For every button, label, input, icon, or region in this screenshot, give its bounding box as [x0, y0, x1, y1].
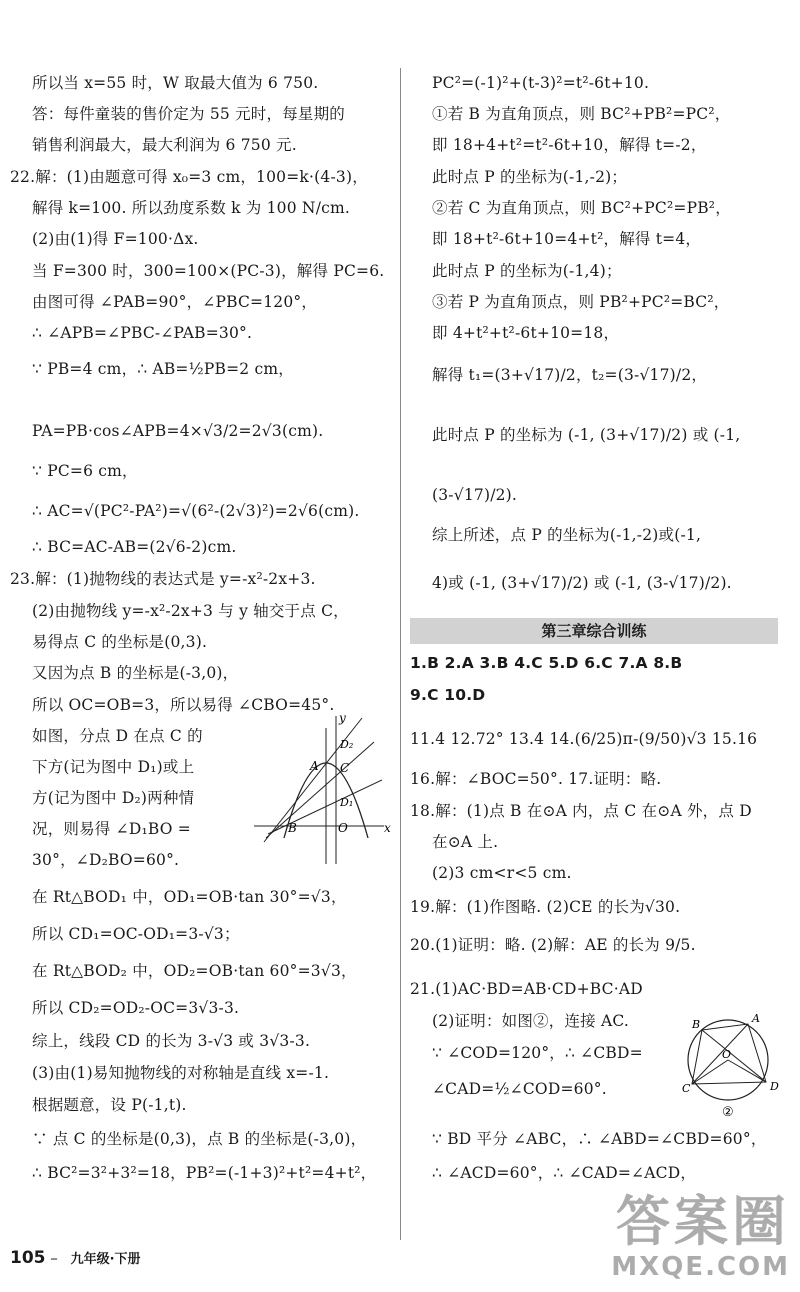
text-line: 所以 CD₂=OD₂-OC=3√3-3.	[32, 999, 240, 1017]
text-line: (2)由抛物线 y=-x²-2x+3 与 y 轴交于点 C，	[32, 602, 349, 620]
diagonal-BD	[702, 1030, 766, 1082]
answer-line: ∵ ∠COD=120°，∴ ∠CBD=	[432, 1044, 643, 1062]
radius-OC	[692, 1060, 728, 1084]
text-line: ∵ 点 C 的坐标是(0,3)，点 B 的坐标是(-3,0)，	[32, 1130, 367, 1148]
answer-line: 1.B 2.A 3.B 4.C 5.D 6.C 7.A 8.B	[410, 654, 683, 672]
text-line: 此时点 P 的坐标为(-1,-2)；	[432, 168, 628, 186]
figure-caption: ②	[722, 1105, 734, 1118]
label-C: C	[682, 1082, 691, 1095]
text-line: 即 18+t²-6t+10=4+t²，解得 t=4，	[432, 230, 702, 248]
answer-line: ∵ BD 平分 ∠ABC，∴ ∠ABD=∠CBD=60°，	[432, 1130, 767, 1148]
text-line: 4)或 (-1, (3+√17)/2) 或 (-1, (3-√17)/2).	[432, 574, 732, 592]
label-D1: D₁	[340, 796, 354, 809]
label-D2: D₂	[340, 738, 354, 751]
text-line: 况，则易得 ∠D₁BO =	[32, 820, 191, 838]
text-line: 综上所述，点 P 的坐标为(-1,-2)或(-1,	[432, 526, 702, 544]
text-line: 综上，线段 CD 的长为 3-√3 或 3√3-3.	[32, 1032, 311, 1050]
watermark	[611, 1192, 790, 1282]
text-line: (3-√17)/2).	[432, 486, 518, 504]
line-BC	[266, 742, 374, 838]
answer-line: 18.解：(1)点 B 在⊙A 内，点 C 在⊙A 外，点 D	[410, 802, 752, 820]
page-footer	[10, 1248, 141, 1268]
problem-23-heading: 23.解：(1)抛物线的表达式是 y=-x²-2x+3.	[10, 570, 316, 588]
text-line: ∵ PC=6 cm，	[32, 462, 138, 480]
answer-line: ∴ ∠ACD=60°，∴ ∠CAD=∠ACD，	[432, 1164, 697, 1182]
text-line: 解得 k=100. 所以劲度系数 k 为 100 N/cm.	[32, 199, 351, 217]
text-line: 在 Rt△BOD₂ 中，OD₂=OB·tan 60°=3√3，	[32, 962, 357, 980]
answer-line: 16.解：∠BOC=50°. 17.证明：略.	[410, 770, 662, 788]
answer-line: 19.解：(1)作图略. (2)CE 的长为√30.	[410, 898, 681, 916]
label-x: x	[384, 821, 391, 835]
text-line: 根据题意，设 P(-1,t).	[32, 1096, 187, 1114]
label-O: O	[722, 1048, 732, 1061]
text-line: 答：每件童装的售价定为 55 元时，每星期的	[32, 105, 345, 123]
watermark-url: MXQE.COM	[611, 1252, 790, 1282]
column-divider	[400, 68, 401, 1240]
text-line: 所以 CD₁=OC-OD₁=3-√3；	[32, 925, 240, 943]
label-D: D	[770, 1080, 779, 1093]
text-line: 此时点 P 的坐标为 (-1, (3+√17)/2) 或 (-1,	[432, 426, 741, 444]
text-line: 如图，分点 D 在点 C 的	[32, 727, 203, 745]
text-line: ∴ BC=AC-AB=(2√6-2)cm.	[32, 538, 237, 556]
text-line: ②若 C 为直角顶点，则 BC²+PC²=PB²，	[432, 199, 731, 217]
section-title: 第三章综合训练	[410, 618, 778, 644]
answer-line: 9.C 10.D	[410, 686, 486, 704]
answer-line: 11.4 12.72° 13.4 14.(6/25)π-(9/50)√3 15.16	[410, 730, 758, 748]
text-line: 在 Rt△BOD₁ 中，OD₁=OB·tan 30°=√3，	[32, 888, 347, 906]
answer-line: 20.(1)证明：略. (2)解：AE 的长为 9/5.	[410, 936, 696, 954]
text-line: ∴ AC=√(PC²-PA²)=√(6²-(2√3)²)=2√6(cm).	[32, 502, 360, 520]
text-line: 所以当 x=55 时，W 取最大值为 6 750.	[32, 74, 319, 92]
label-A: A	[310, 759, 319, 773]
label-B: B	[692, 1018, 701, 1031]
page-number: 105	[10, 1248, 46, 1268]
text-line: 当 F=300 时，300=100×(PC-3)，解得 PC=6.	[32, 262, 385, 280]
text-line: ①若 B 为直角顶点，则 BC²+PB²=PC²，	[432, 105, 731, 123]
text-line: 易得点 C 的坐标是(0,3).	[32, 633, 208, 651]
answer-line: ∠CAD=½∠COD=60°.	[432, 1080, 607, 1098]
label-O: O	[338, 821, 348, 835]
text-line: PA=PB·cos∠APB=4×√3/2=2√3(cm).	[32, 422, 324, 440]
text-line: 即 18+4+t²=t²-6t+10，解得 t=-2，	[432, 136, 707, 154]
answer-line: (2)3 cm<r<5 cm.	[432, 864, 572, 882]
label-A: A	[752, 1012, 760, 1025]
label-C: C	[340, 761, 350, 775]
text-line: 下方(记为图中 D₁)或上	[32, 758, 195, 776]
answer-line: (2)证明：如图②，连接 AC.	[432, 1012, 630, 1030]
text-line: (3)由(1)易知抛物线的对称轴是直线 x=-1.	[32, 1064, 330, 1082]
text-line: 方(记为图中 D₂)两种情	[32, 789, 195, 807]
text-line: 即 4+t²+t²-6t+10=18，	[432, 324, 620, 342]
grade-label: 九年级·下册	[70, 1252, 141, 1267]
answer-line: 21.(1)AC·BD=AB·CD+BC·AD	[410, 980, 643, 998]
text-line: (2)由(1)得 F=100·Δx.	[32, 230, 199, 248]
text-line: 解得 t₁=(3+√17)/2，t₂=(3-√17)/2，	[432, 366, 708, 384]
text-line: 又因为点 B 的坐标是(-3,0)，	[32, 664, 239, 682]
text-line: 所以 OC=OB=3，所以易得 ∠CBO=45°.	[32, 696, 335, 714]
problem-22-heading: 22.解：(1)由题意可得 x₀=3 cm，100=k·(4-3)，	[10, 168, 368, 186]
label-B: B	[288, 821, 297, 835]
footer-dash: –	[50, 1249, 58, 1267]
text-line: ∵ PB=4 cm，∴ AB=½PB=2 cm，	[32, 360, 294, 378]
text-line: 由图可得 ∠PAB=90°，∠PBC=120°，	[32, 293, 318, 311]
text-line: 销售利润最大，最大利润为 6 750 元.	[32, 136, 297, 154]
label-y: y	[339, 711, 346, 725]
text-line: PC²=(-1)²+(t-3)²=t²-6t+10.	[432, 74, 650, 92]
watermark-logo-text: 答案圈	[616, 1190, 790, 1253]
text-line: ∴ BC²=3²+3²=18，PB²=(-1+3)²+t²=4+t²，	[32, 1164, 377, 1182]
answer-line: 在⊙A 上.	[432, 833, 499, 851]
diagonal-AC	[692, 1024, 748, 1084]
circle-figure	[672, 1008, 788, 1118]
text-line: 此时点 P 的坐标为(-1,4)；	[432, 262, 622, 280]
parabola-figure	[244, 708, 394, 868]
text-line: ∴ ∠APB=∠PBC-∠PAB=30°.	[32, 324, 253, 342]
text-line: ③若 P 为直角顶点，则 PB²+PC²=BC²，	[432, 293, 730, 311]
text-line: 30°，∠D₂BO=60°.	[32, 851, 180, 869]
